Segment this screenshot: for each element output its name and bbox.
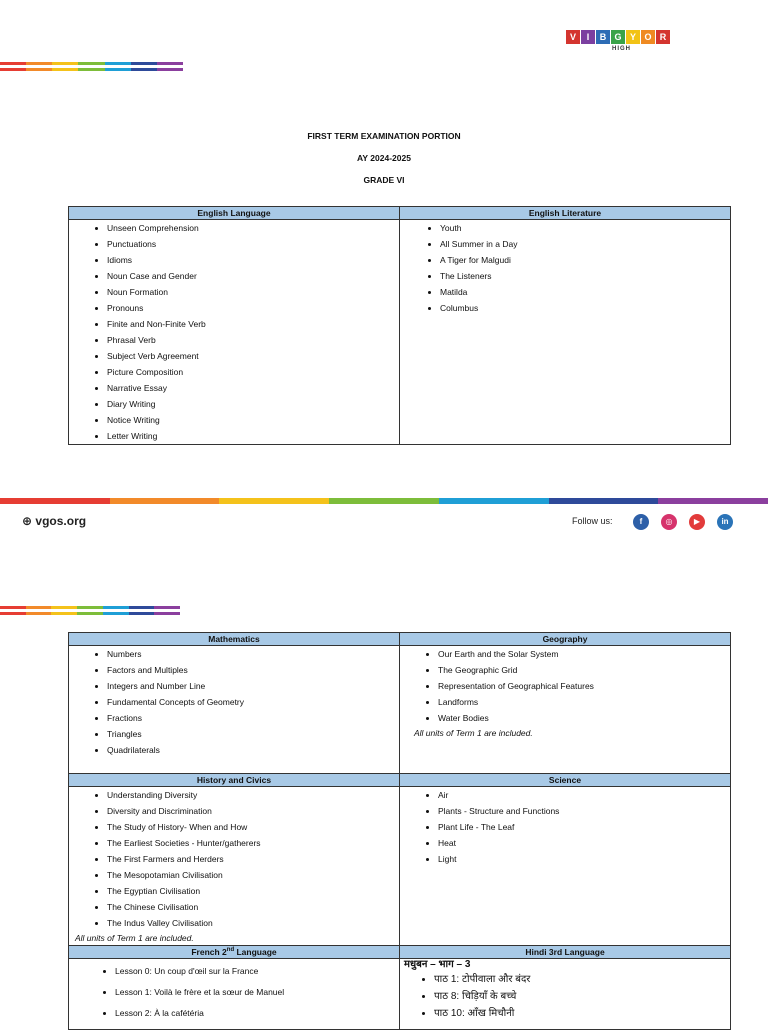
geography-header: Geography: [400, 633, 731, 646]
list-item: • Landforms: [438, 694, 730, 710]
globe-icon: ⊕: [22, 514, 33, 528]
list-item: • The Earliest Societies - Hunter/gatherers: [107, 835, 399, 851]
english-table: [68, 206, 731, 445]
list-item: • Matilda: [440, 284, 730, 300]
vibgyor-logo: [566, 30, 671, 44]
logo-letter: I: [581, 30, 595, 44]
list-item: • Understanding Diversity: [107, 787, 399, 803]
list-item: • The Study of History- When and How: [107, 819, 399, 835]
list-item: • Plants - Structure and Functions: [438, 803, 730, 819]
list-item: • The Indus Valley Civilisation: [107, 915, 399, 931]
follow-us-label: Follow us:: [572, 516, 613, 526]
list-item: • Fundamental Concepts of Geometry: [107, 694, 399, 710]
list-item: • Air: [438, 787, 730, 803]
mathematics-header: Mathematics: [69, 633, 400, 646]
history-civics-header: History and Civics: [69, 774, 400, 787]
science-header: Science: [400, 774, 731, 787]
list-item: • Notice Writing: [107, 412, 399, 428]
youtube-icon[interactable]: ▶: [689, 514, 705, 530]
logo-letter: G: [611, 30, 625, 44]
list-item: • पाठ 10: आँख मिचौनी: [434, 1005, 730, 1022]
list-item: • Pronouns: [107, 300, 399, 316]
list-item: • Quadrilaterals: [107, 742, 399, 758]
instagram-icon[interactable]: ◎: [661, 514, 677, 530]
color-stripes-page2: [0, 606, 180, 615]
site-text: vgos.org: [35, 514, 87, 528]
list-item: • Plant Life - The Leaf: [438, 819, 730, 835]
french-cell: [69, 959, 400, 1030]
list-item: • Diary Writing: [107, 396, 399, 412]
list-item: • Lesson 2: À la cafétéria: [115, 1003, 399, 1024]
list-item: • Youth: [440, 220, 730, 236]
list-item: • Unseen Comprehension: [107, 220, 399, 236]
facebook-icon[interactable]: f: [633, 514, 649, 530]
list-item: • Water Bodies: [438, 710, 730, 726]
exam-title: FIRST TERM EXAMINATION PORTION: [307, 131, 461, 141]
list-item: • पाठ 1: टोपीवाला और बंदर: [434, 971, 730, 988]
list-item: • Phrasal Verb: [107, 332, 399, 348]
english-language-header: English Language: [69, 207, 400, 220]
list-item: • Punctuations: [107, 236, 399, 252]
list-item: • Lesson 1: Voilà le frère et la sœur de Manuel: [115, 982, 399, 1003]
list-item: • The Listeners: [440, 268, 730, 284]
list-item: • Idioms: [107, 252, 399, 268]
geography-cell: [400, 646, 731, 774]
list-item: • Integers and Number Line: [107, 678, 399, 694]
list-item: • Lesson 0: Un coup d'œil sur la France: [115, 961, 399, 982]
academic-year: AY 2024-2025: [357, 153, 411, 163]
list-item: • Heat: [438, 835, 730, 851]
list-item: • The Mesopotamian Civilisation: [107, 867, 399, 883]
list-item: • A Tiger for Malgudi: [440, 252, 730, 268]
logo-letter: V: [566, 30, 580, 44]
list-item: • The First Farmers and Herders: [107, 851, 399, 867]
english-literature-header: English Literature: [400, 207, 731, 220]
color-stripes: [0, 62, 183, 71]
mathematics-cell: [69, 646, 400, 774]
footer-color-line: [0, 498, 768, 504]
list-item: • Light: [438, 851, 730, 867]
hindi-book-title: मधुबन – भाग – 3: [404, 959, 471, 970]
list-item: • The Chinese Civilisation: [107, 899, 399, 915]
list-item: • Narrative Essay: [107, 380, 399, 396]
list-item: • Letter Writing: [107, 428, 399, 444]
grade: GRADE VI: [363, 175, 405, 185]
list-item: • Subject Verb Agreement: [107, 348, 399, 364]
list-item: • Triangles: [107, 726, 399, 742]
website-link[interactable]: [22, 514, 86, 528]
logo-letter: R: [656, 30, 670, 44]
list-item: • The Egyptian Civilisation: [107, 883, 399, 899]
list-item: • Noun Case and Gender: [107, 268, 399, 284]
list-item: • Picture Composition: [107, 364, 399, 380]
list-item: • Noun Formation: [107, 284, 399, 300]
french-header: [69, 946, 400, 959]
logo-letter: O: [641, 30, 655, 44]
history-note: All units of Term 1 are included.: [75, 933, 194, 943]
english-language-cell: [69, 220, 400, 445]
list-item: • Finite and Non-Finite Verb: [107, 316, 399, 332]
list-item: • Columbus: [440, 300, 730, 316]
hindi-header: Hindi 3rd Language: [400, 946, 731, 959]
list-item: • The Geographic Grid: [438, 662, 730, 678]
logo-letter: Y: [626, 30, 640, 44]
list-item: • Factors and Multiples: [107, 662, 399, 678]
science-cell: [400, 787, 731, 946]
subjects-table: [68, 632, 731, 1030]
english-literature-cell: [400, 220, 731, 445]
french-header-text-end: Language: [234, 947, 277, 957]
history-civics-cell: [69, 787, 400, 946]
logo-subtitle: HIGH: [612, 46, 631, 52]
list-item: • Numbers: [107, 646, 399, 662]
hindi-cell: [400, 959, 731, 1030]
list-item: • All Summer in a Day: [440, 236, 730, 252]
list-item: • Our Earth and the Solar System: [438, 646, 730, 662]
list-item: • Fractions: [107, 710, 399, 726]
linkedin-icon[interactable]: in: [717, 514, 733, 530]
list-item: • Representation of Geographical Features: [438, 678, 730, 694]
geography-note: All units of Term 1 are included.: [414, 728, 533, 738]
french-header-sup: nd: [226, 947, 235, 954]
french-header-text: French 2: [191, 947, 227, 957]
list-item: • पाठ 8: चिड़ियाँ के बच्चे: [434, 988, 730, 1005]
list-item: • Diversity and Discrimination: [107, 803, 399, 819]
logo-letter: B: [596, 30, 610, 44]
